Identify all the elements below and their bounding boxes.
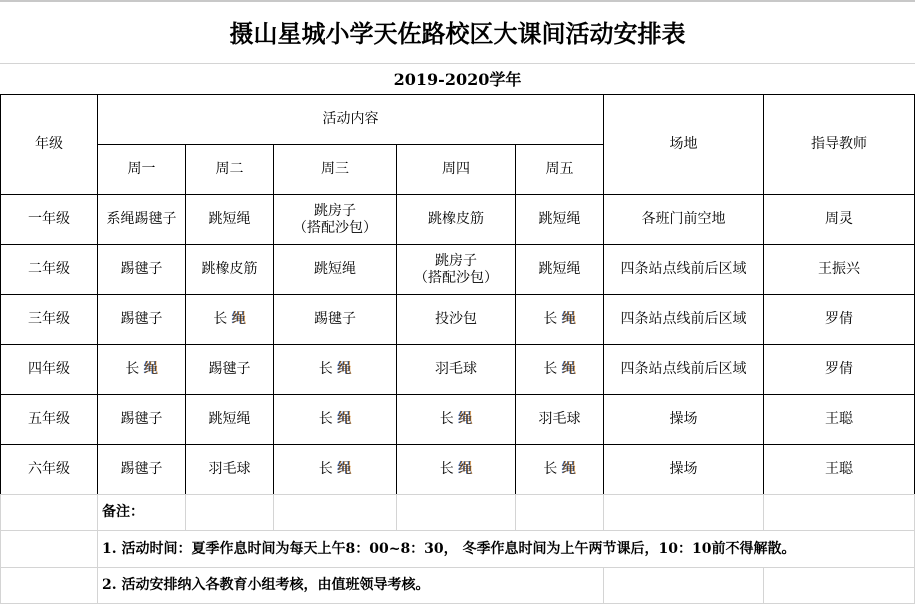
grade-cell: 六年级 [1, 445, 98, 495]
teacher-cell: 王聪 [764, 395, 915, 445]
activity-cell: 长 绳 [98, 345, 186, 395]
grade-cell: 四年级 [1, 345, 98, 395]
header-grade: 年级 [1, 95, 98, 195]
table-row [1, 445, 915, 495]
activity-cell: 羽毛球 [516, 395, 604, 445]
teacher-cell: 王振兴 [764, 245, 915, 295]
activity-cell: 踢毽子 [98, 295, 186, 345]
activity-cell: 跳短绳 [516, 195, 604, 245]
activity-cell: 长 绳 [274, 395, 397, 445]
notes-label: 备注： [98, 495, 186, 531]
header-venue: 场地 [604, 95, 764, 195]
grade-cell: 一年级 [1, 195, 98, 245]
activity-cell: 跳短绳 [516, 245, 604, 295]
activity-cell: 羽毛球 [186, 445, 274, 495]
activity-cell: 长 绳 [274, 345, 397, 395]
activity-cell: 踢毽子 [98, 395, 186, 445]
activity-cell [397, 245, 516, 295]
activity-cell: 踢毽子 [98, 245, 186, 295]
teacher-cell: 周灵 [764, 195, 915, 245]
table-row [1, 195, 915, 245]
table-row [1, 245, 915, 295]
activity-cell: 踢毽子 [98, 445, 186, 495]
table-row [1, 395, 915, 445]
activity-cell: 长 绳 [397, 445, 516, 495]
activity-cell: 长 绳 [274, 445, 397, 495]
activity-cell [274, 195, 397, 245]
activity-cell: 系绳踢毽子 [98, 195, 186, 245]
grade-cell: 三年级 [1, 295, 98, 345]
activity-cell: 跳短绳 [186, 395, 274, 445]
table-row [1, 295, 915, 345]
header-content: 活动内容 [98, 95, 604, 145]
venue-cell: 操场 [604, 445, 764, 495]
activity-cell: 长 绳 [397, 395, 516, 445]
activity-cell: 跳短绳 [186, 195, 274, 245]
header-teacher: 指导教师 [764, 95, 915, 195]
activity-line: 跳房子 [314, 202, 356, 219]
activity-line: （搭配沙包） [293, 219, 377, 236]
table-row [1, 345, 915, 395]
venue-cell: 各班门前空地 [604, 195, 764, 245]
activity-cell: 跳短绳 [274, 245, 397, 295]
activity-cell: 踢毽子 [186, 345, 274, 395]
activity-cell: 踢毽子 [274, 295, 397, 345]
header-day: 周三 [274, 145, 397, 195]
activity-cell: 长 绳 [516, 445, 604, 495]
teacher-cell: 罗倩 [764, 345, 915, 395]
header-day: 周五 [516, 145, 604, 195]
activity-cell: 跳橡皮筋 [397, 195, 516, 245]
school-year: 2019-2020学年 [393, 70, 522, 89]
activity-cell: 长 绳 [516, 295, 604, 345]
grade-cell: 二年级 [1, 245, 98, 295]
venue-cell: 四条站点线前后区域 [604, 345, 764, 395]
venue-cell: 四条站点线前后区域 [604, 245, 764, 295]
note-item: 1. 活动时间：夏季作息时间为每天上午8：00~8：30， 冬季作息时间为上午两节课后，10：10前不得解散。 [98, 531, 915, 568]
teacher-cell: 罗倩 [764, 295, 915, 345]
notes-table [0, 494, 915, 604]
page-title: 摄山星城小学天佐路校区大课间活动安排表 [0, 2, 915, 64]
schedule-table [0, 94, 915, 495]
activity-cell: 跳橡皮筋 [186, 245, 274, 295]
grade-cell: 五年级 [1, 395, 98, 445]
teacher-cell: 王聪 [764, 445, 915, 495]
header-day: 周一 [98, 145, 186, 195]
note-item: 2. 活动安排纳入各教育小组考核，由值班领导考核。 [98, 568, 604, 604]
venue-cell: 操场 [604, 395, 764, 445]
activity-cell: 投沙包 [397, 295, 516, 345]
activity-cell: 长 绳 [516, 345, 604, 395]
activity-line: 跳房子 [435, 252, 477, 269]
header-day: 周二 [186, 145, 274, 195]
activity-cell: 长 绳 [186, 295, 274, 345]
header-day: 周四 [397, 145, 516, 195]
activity-cell: 羽毛球 [397, 345, 516, 395]
venue-cell: 四条站点线前后区域 [604, 295, 764, 345]
activity-line: （搭配沙包） [414, 269, 498, 286]
